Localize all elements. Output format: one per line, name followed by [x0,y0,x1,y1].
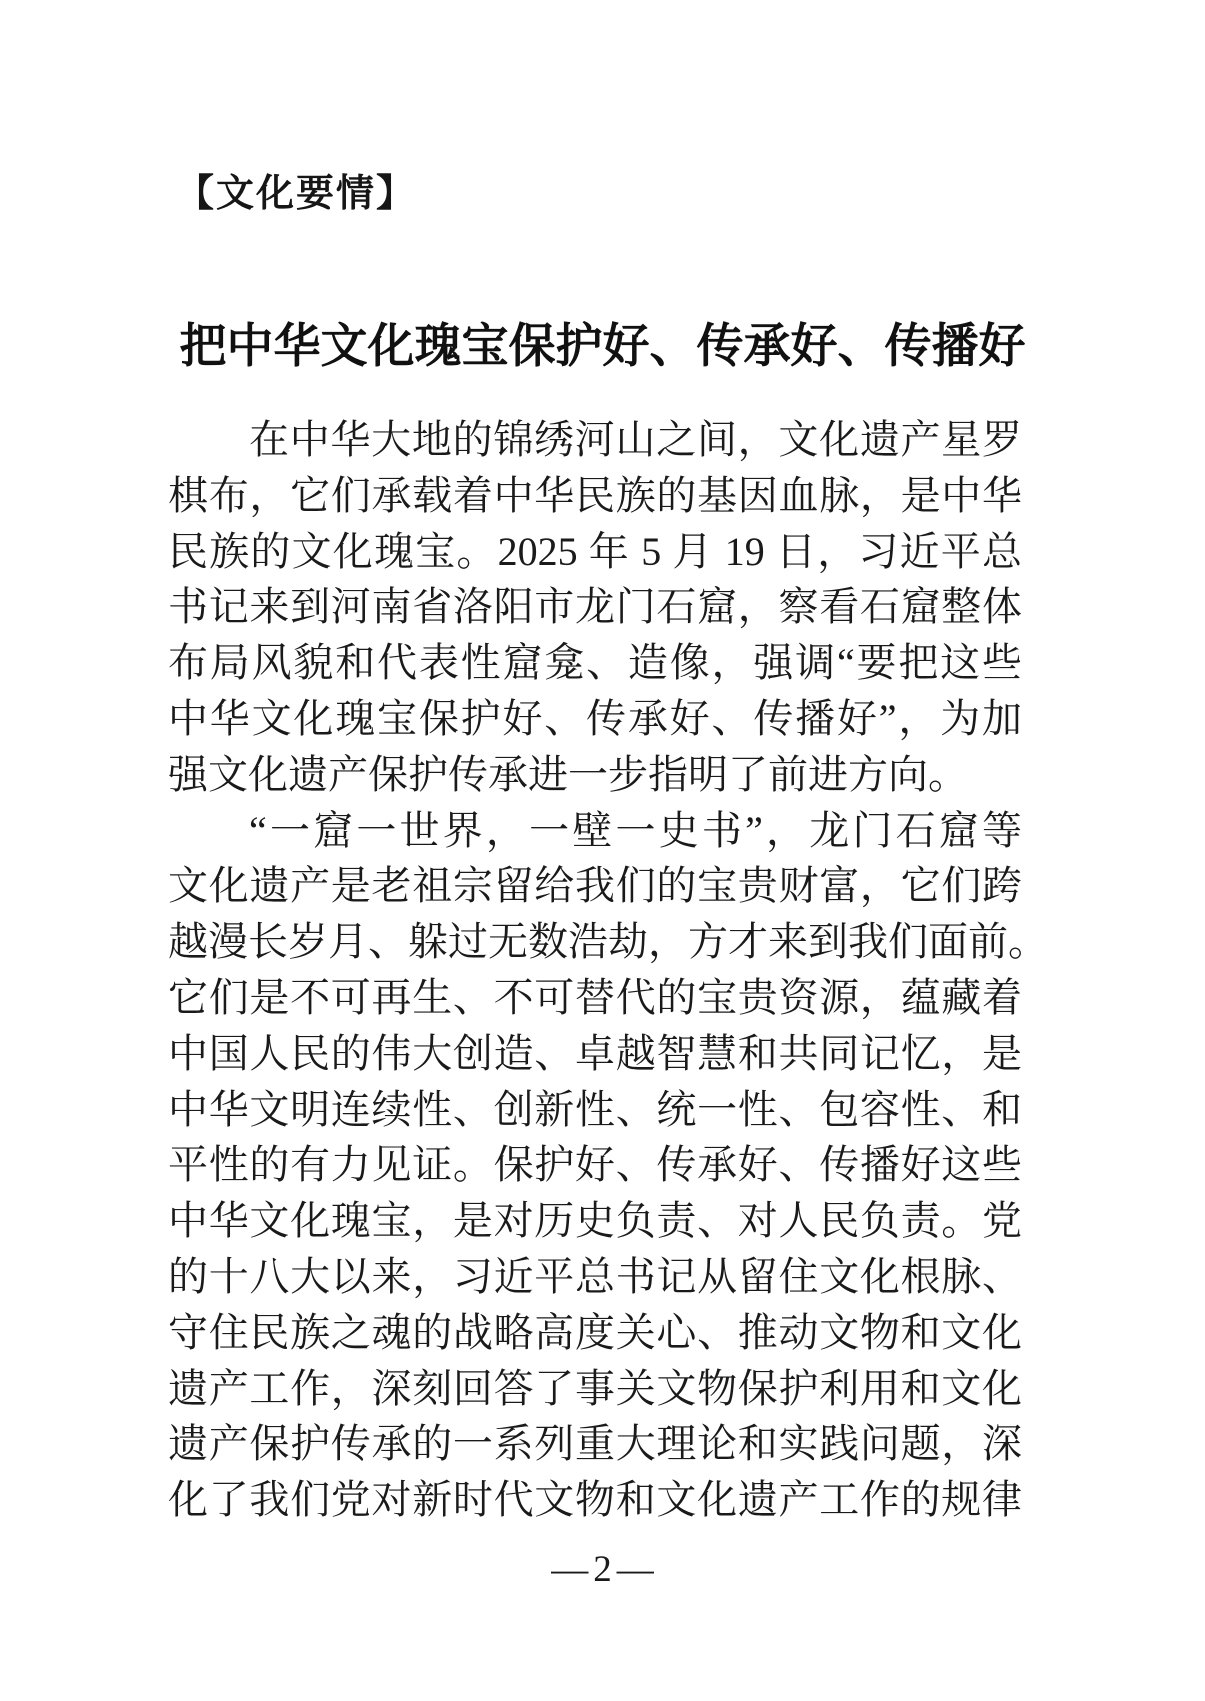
body-line: 守住民族之魂的战略高度关心、推动文物和文化 [168,1309,1022,1355]
body-line: 中华文明连续性、创新性、统一性、包容性、和 [168,1086,1022,1132]
body-line: 书记来到河南省洛阳市龙门石窟，察看石窟整体 [168,584,1022,630]
body-line: 中华文化瑰宝保护好、传承好、传播好”，为加 [168,695,1022,741]
body-line: 越漫长岁月、躲过无数浩劫，方才来到我们面前。 [168,919,1048,965]
body-line: 化了我们党对新时代文物和文化遗产工作的规律 [168,1477,1022,1523]
body-line: 文化遗产是老祖宗留给我们的宝贵财富，它们跨 [168,863,1022,909]
document-body [168,412,1048,1528]
body-line: 的十八大以来，习近平总书记从留住文化根脉、 [168,1253,1022,1299]
body-line: 平性的有力见证。保护好、传承好、传播好这些 [168,1142,1022,1188]
body-line: 棋布，它们承载着中华民族的基因血脉，是中华 [168,472,1022,518]
body-line: 遗产保护传承的一系列重大理论和实践问题，深 [168,1421,1022,1467]
body-line: 在中华大地的锦绣河山之间，文化遗产星罗 [249,417,1022,462]
document-title: 把中华文化瑰宝保护好、传承好、传播好 [179,321,1026,374]
body-line: “一窟一世界，一壁一史书”，龙门石窟等 [249,807,1022,853]
body-line: 遗产工作，深刻回答了事关文物保护利用和文化 [168,1365,1022,1411]
body-line: 布局风貌和代表性窟龛、造像，强调“要把这些 [168,640,1022,686]
body-line: 民族的文化瑰宝。2025 年 5 月 19 日，习近平总 [168,528,1022,574]
paragraph [168,412,1022,803]
paragraph [168,803,1048,1528]
body-line: 中华文化瑰宝，是对历史负责、对人民负责。党 [168,1198,1022,1244]
section-header: 【文化要情】 [176,173,417,215]
page-number: —2— [551,1549,659,1590]
body-line: 它们是不可再生、不可替代的宝贵资源，蕴藏着 [168,974,1022,1020]
body-line: 中国人民的伟大创造、卓越智慧和共同记忆，是 [168,1030,1022,1076]
body-line: 强文化遗产保护传承进一步指明了前进方向。 [168,751,968,797]
